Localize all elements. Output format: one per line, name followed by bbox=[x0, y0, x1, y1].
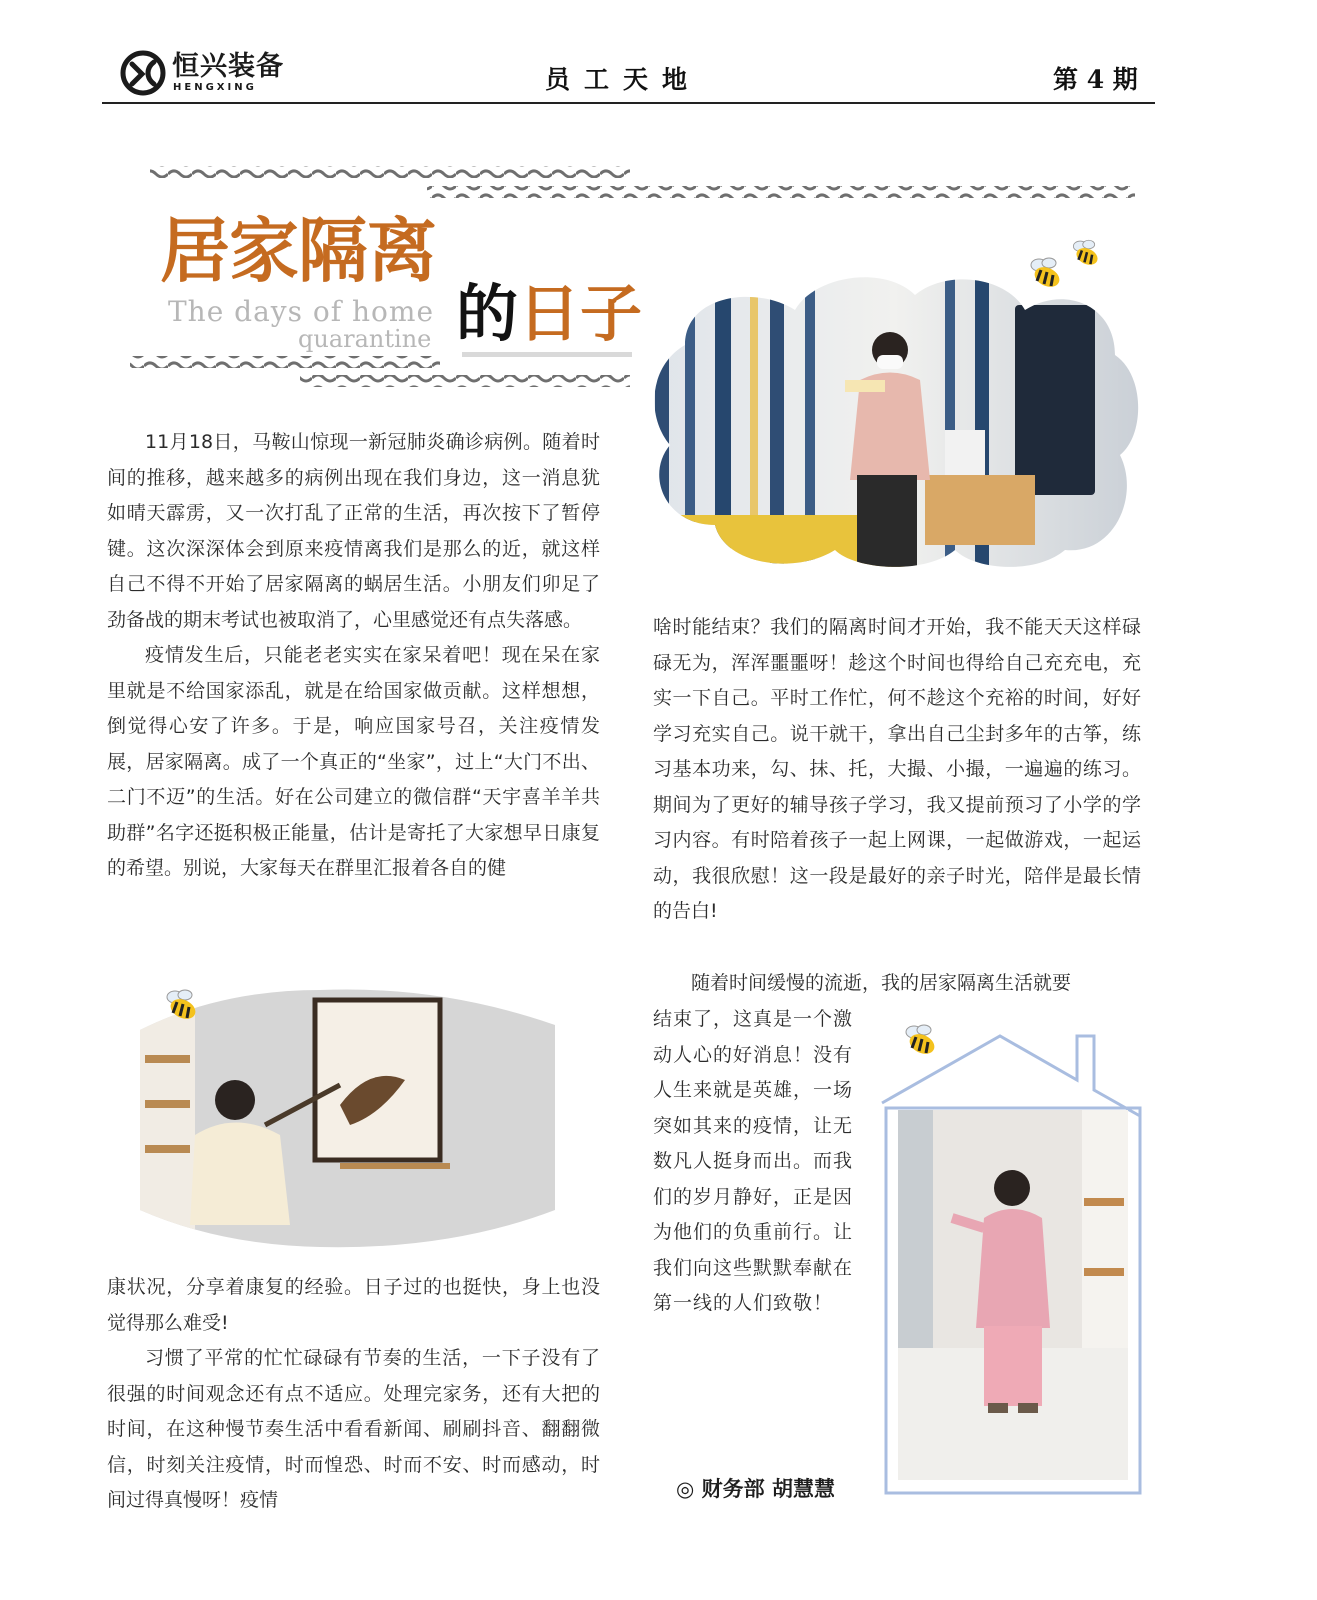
logo-text: 恒兴装备 bbox=[172, 51, 284, 82]
paragraph-3b: 啥时能结束？我们的隔离时间才开始，我不能天天这样碌碌无为，浑浑噩噩呀！趁这个时间也得给自己充充电，充实一下自己。平时工作忙，何不趁这个充裕的时间，好好学习充实自己。说干就干，拿出自己尘封多年的古筝，练习基本功来，勾、抹、托，大撮、小撮，一遍遍的练习。期间为了更好的辅导孩子学习，我又提前预习了小学的学习内容。有时陪着孩子一起上网课，一起做游戏，一起运动，我很欣慰！这一段是最好的亲子时光，陪伴是最长情的告白! bbox=[653, 616, 1141, 922]
photo-woman-with-tissue bbox=[645, 265, 1145, 580]
article-title: 居家隔离 bbox=[160, 210, 436, 292]
article-text-column-left-top bbox=[107, 425, 600, 887]
bee-icon bbox=[902, 1020, 942, 1060]
subtitle-accent: 日子 bbox=[518, 277, 643, 350]
section-title: 员工天地 bbox=[545, 65, 702, 94]
title-english-line1: The days of home bbox=[168, 295, 435, 328]
title-english-line2: quarantine bbox=[298, 325, 432, 353]
logo-subtext: HENGXING bbox=[173, 82, 257, 93]
paragraph-2b: 康状况，分享着康复的经验。日子过的也挺快，身上也没觉得那么难受! bbox=[107, 1276, 600, 1334]
photo-woman-spraying-house-frame bbox=[872, 1028, 1147, 1498]
paragraph-2a: 疫情发生后，只能老老实实在家呆着吧！现在呆在家里就是不给国家添乱，就是在给国家做贡献。这样想想，倒觉得心安了许多。于是，响应国家号召，关注疫情发展，居家隔离。成了一个真正的“坐家”，过上“大门不出、二门不迈”的生活。好在公司建立的微信群“天宇喜羊羊共助群”名字还挺积极正能量，估计是寄托了大家想早日康复的希望。别说，大家每天在群里汇报着各自的健 bbox=[107, 644, 600, 879]
bee-icon bbox=[1070, 236, 1104, 270]
issue-number: 第 4 期 bbox=[1053, 65, 1138, 94]
paragraph-5: 结束了，这真是一个激动人心的好消息！没有人生来就是英雄，一场突如其来的疫情，让无数凡人挺身而出。而我们的岁月静好，正是因为他们的负重前行。让我们向这些默默奉献在第一线的人们致敬！ bbox=[653, 1008, 854, 1314]
bee-icon bbox=[163, 985, 203, 1025]
article-subtitle bbox=[456, 278, 642, 350]
paragraph-3a: 习惯了平常的忙忙碌碌有节奏的生活，一下子没有了很强的时间观念还有点不适应。处理完家务，还有大把的时间，在这种慢节奏生活中看看新闻、刷刷抖音、翻翻微信，时刻关注疫情，时而惶恐、时而不安、时而感动，时间过得真慢呀！疫情 bbox=[107, 1347, 600, 1511]
bee-icon bbox=[1027, 253, 1067, 293]
article-text-column-left-bottom bbox=[107, 1270, 600, 1519]
paragraph-1: 11月18日，马鞍山惊现一新冠肺炎确诊病例。随着时间的推移，越来越多的病例出现在我们身边，这一消息犹如晴天霹雳，又一次打乱了正常的生活，再次按下了暂停键。这次深深体会到原来疫情离我们是那么的近，就这样自己不得不开始了居家隔离的蜗居生活。小朋友们卯足了劲备战的期末考试也被取消了，心里感觉还有点失落感。 bbox=[107, 431, 600, 631]
paragraph-4: 随着时间缓慢的流逝，我的居家隔离生活就要 bbox=[691, 972, 1072, 994]
subtitle-prefix: 的 bbox=[456, 277, 519, 350]
author-byline: ◎ 财务部 胡慧慧 bbox=[676, 1477, 835, 1501]
